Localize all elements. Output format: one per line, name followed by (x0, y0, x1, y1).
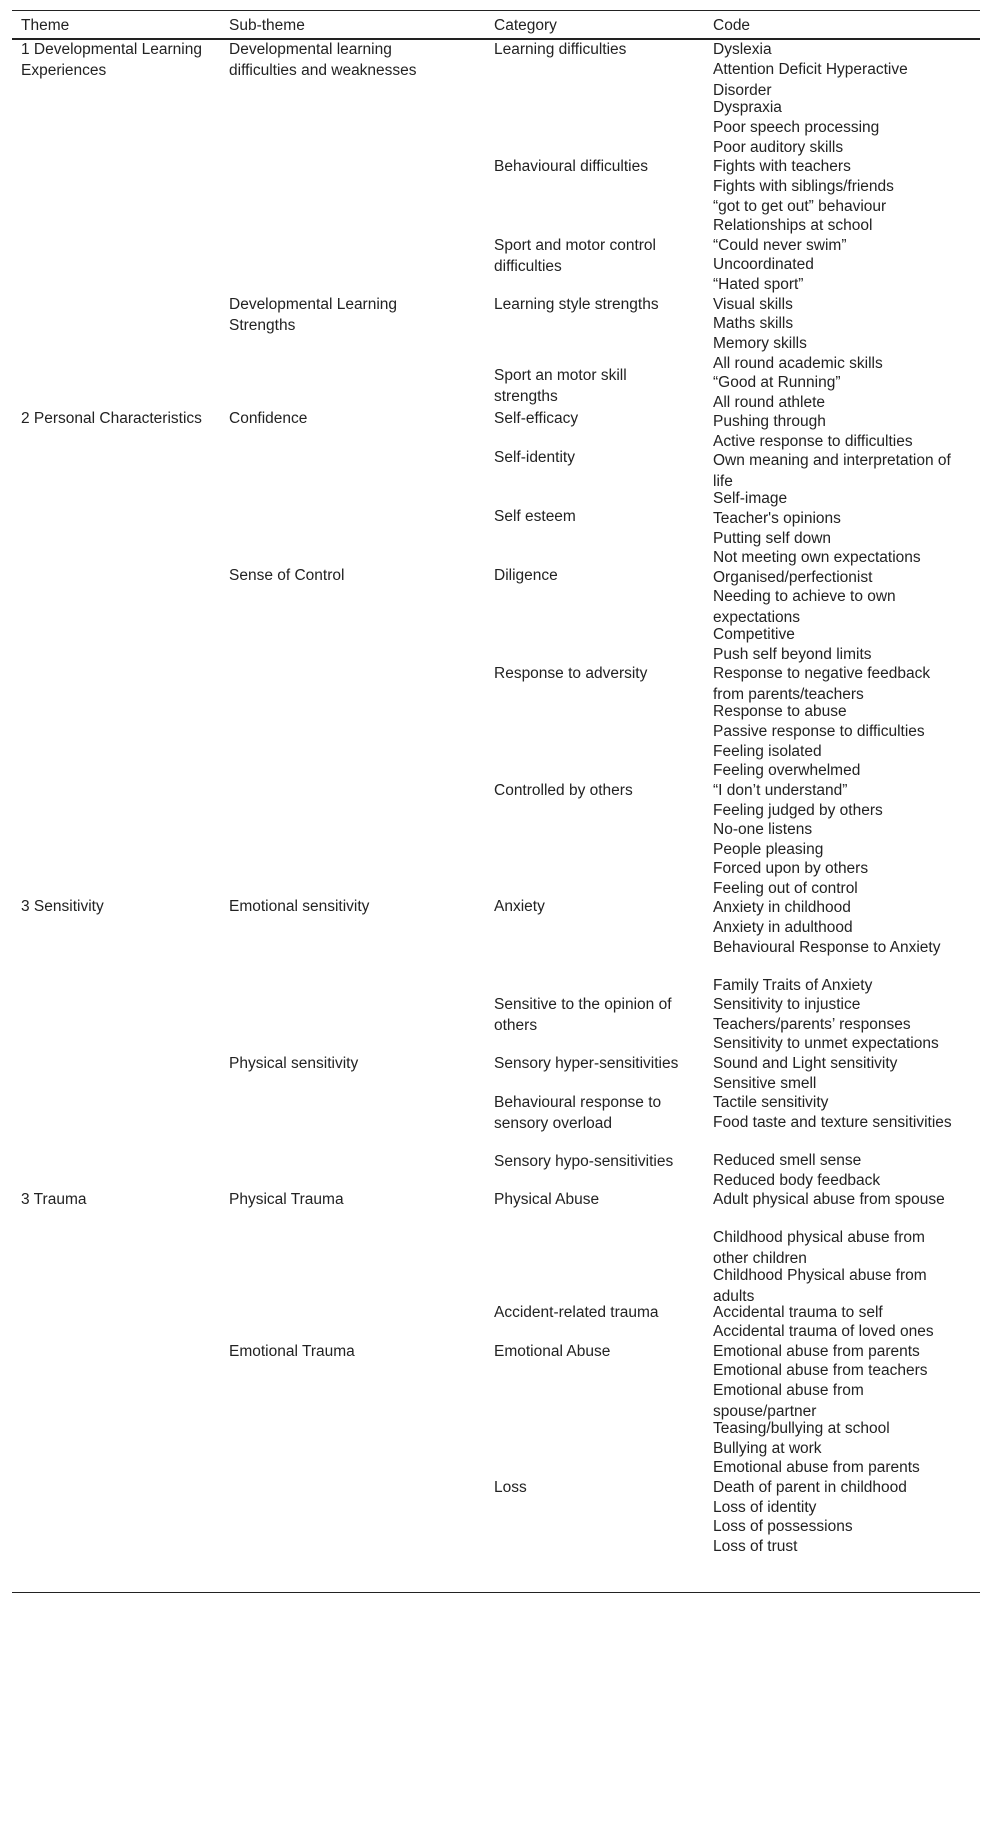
category-cell: Emotional Abuse (494, 1343, 611, 1360)
code-cell: Feeling isolated (713, 743, 822, 760)
category-cell: Accident-related trauma (494, 1304, 659, 1321)
header-sub-theme: Sub-theme (229, 17, 305, 34)
code-cell: Passive response to difficulties (713, 723, 925, 740)
theme-cell: 2 Personal Characteristics (21, 410, 202, 427)
category-cell: Self esteem (494, 508, 576, 525)
sub-theme-cell: Sense of Control (229, 567, 345, 584)
theme-cell: 3 Trauma (21, 1191, 87, 1208)
code-cell: Reduced body feedback (713, 1172, 881, 1189)
code-cell: Teasing/bullying at school (713, 1420, 890, 1437)
category-cell: Physical Abuse (494, 1191, 600, 1208)
sub-theme-cell: Physical Trauma (229, 1191, 344, 1208)
code-cell: Sound and Light sensitivity (713, 1055, 898, 1072)
code-cell: No-one listens (713, 821, 813, 838)
code-cell: Visual skills (713, 296, 793, 313)
code-cell: Accidental trauma to self (713, 1304, 883, 1321)
sub-theme-cell: Confidence (229, 410, 308, 427)
category-cell: Anxiety (494, 898, 545, 915)
category-cell: Behavioural response to sensory overload (494, 1094, 662, 1132)
code-cell: Active response to difficulties (713, 433, 913, 450)
category-cell: Loss (494, 1479, 527, 1496)
category-cell: Controlled by others (494, 782, 633, 799)
code-cell: Relationships at school (713, 217, 873, 234)
code-cell: Emotional abuse from parents (713, 1343, 920, 1360)
code-cell: “Could never swim” (713, 237, 847, 254)
code-cell: Dyspraxia (713, 99, 782, 116)
code-cell: Bullying at work (713, 1440, 822, 1457)
code-cell: Poor speech processing (713, 119, 880, 136)
code-cell: Emotional abuse from teachers (713, 1362, 928, 1379)
code-cell: Not meeting own expectations (713, 549, 921, 566)
header-category: Category (494, 17, 557, 34)
table-top-rule (12, 10, 980, 11)
code-cell: Anxiety in childhood (713, 899, 851, 916)
code-cell: Feeling out of control (713, 880, 858, 897)
code-cell: Needing to achieve to own expectations (713, 588, 896, 626)
code-cell: Own meaning and interpretation of life (713, 452, 951, 490)
code-cell: Accidental trauma of loved ones (713, 1323, 934, 1340)
code-cell: Reduced smell sense (713, 1152, 862, 1169)
code-cell: Uncoordinated (713, 256, 814, 273)
code-cell: Poor auditory skills (713, 139, 844, 156)
code-cell: All round athlete (713, 394, 826, 411)
category-cell: Sport an motor skill strengths (494, 367, 627, 405)
sub-theme-cell: Emotional sensitivity (229, 898, 370, 915)
code-cell: “Good at Running” (713, 374, 841, 391)
code-cell: Teachers/parents’ responses (713, 1016, 911, 1033)
code-cell: Family Traits of Anxiety (713, 977, 873, 994)
code-cell: “I don’t understand” (713, 782, 848, 799)
code-cell: Feeling overwhelmed (713, 762, 861, 779)
code-cell: Self-image (713, 490, 788, 507)
category-cell: Behavioural difficulties (494, 158, 648, 175)
code-cell: Putting self down (713, 530, 832, 547)
code-cell: Organised/perfectionist (713, 569, 873, 586)
code-cell: Response to abuse (713, 703, 847, 720)
category-cell: Response to adversity (494, 665, 648, 682)
code-cell: People pleasing (713, 841, 824, 858)
code-cell: Emotional abuse from parents (713, 1459, 920, 1476)
code-cell: Anxiety in adulthood (713, 919, 853, 936)
code-cell: Behavioural Response to Anxiety (713, 939, 941, 956)
code-cell: Food taste and texture sensitivities (713, 1114, 952, 1131)
code-cell: Loss of trust (713, 1538, 798, 1555)
sub-theme-cell: Emotional Trauma (229, 1343, 355, 1360)
code-cell: Dyslexia (713, 41, 772, 58)
category-cell: Self-efficacy (494, 410, 579, 427)
code-cell: Fights with siblings/friends (713, 178, 894, 195)
category-cell: Sport and motor control difficulties (494, 237, 656, 275)
theme-cell: 1 Developmental Learning Experiences (21, 41, 202, 79)
code-cell: Tactile sensitivity (713, 1094, 829, 1111)
category-cell: Diligence (494, 567, 558, 584)
code-cell: Childhood Physical abuse from adults (713, 1267, 927, 1305)
code-cell: Childhood physical abuse from other children (713, 1229, 925, 1267)
code-cell: “Hated sport” (713, 276, 804, 293)
category-cell: Learning style strengths (494, 296, 659, 313)
code-cell: Teacher's opinions (713, 510, 841, 527)
code-cell: Memory skills (713, 335, 807, 352)
table-bottom-rule (12, 1592, 980, 1593)
code-cell: Adult physical abuse from spouse (713, 1191, 945, 1208)
sub-theme-cell: Developmental Learning Strengths (229, 296, 398, 334)
category-cell: Sensory hyper-sensitivities (494, 1055, 679, 1072)
code-cell: Fights with teachers (713, 158, 851, 175)
code-cell: All round academic skills (713, 355, 883, 372)
code-cell: Attention Deficit Hyperactive Disorder (713, 61, 908, 99)
category-cell: Sensitive to the opinion of others (494, 996, 672, 1034)
category-cell: Self-identity (494, 449, 575, 466)
code-cell: Loss of identity (713, 1499, 817, 1516)
code-cell: Feeling judged by others (713, 802, 883, 819)
code-cell: “got to get out” behaviour (713, 198, 887, 215)
code-cell: Emotional abuse from spouse/partner (713, 1382, 864, 1420)
code-cell: Competitive (713, 626, 795, 643)
code-cell: Forced upon by others (713, 860, 869, 877)
code-cell: Death of parent in childhood (713, 1479, 907, 1496)
code-cell: Sensitive smell (713, 1075, 817, 1092)
code-cell: Pushing through (713, 413, 826, 430)
code-cell: Sensitivity to injustice (713, 996, 861, 1013)
header-code: Code (713, 17, 751, 34)
sub-theme-cell: Developmental learning difficulties and weaknesses (229, 41, 417, 79)
code-cell: Maths skills (713, 315, 794, 332)
header-theme: Theme (21, 17, 70, 34)
sub-theme-cell: Physical sensitivity (229, 1055, 359, 1072)
category-cell: Learning difficulties (494, 41, 627, 58)
code-cell: Loss of possessions (713, 1518, 853, 1535)
category-cell: Sensory hypo-sensitivities (494, 1153, 674, 1170)
theme-cell: 3 Sensitivity (21, 898, 104, 915)
code-cell: Response to negative feedback from parents/teachers (713, 665, 931, 703)
code-cell: Push self beyond limits (713, 646, 872, 663)
code-cell: Sensitivity to unmet expectations (713, 1035, 939, 1052)
